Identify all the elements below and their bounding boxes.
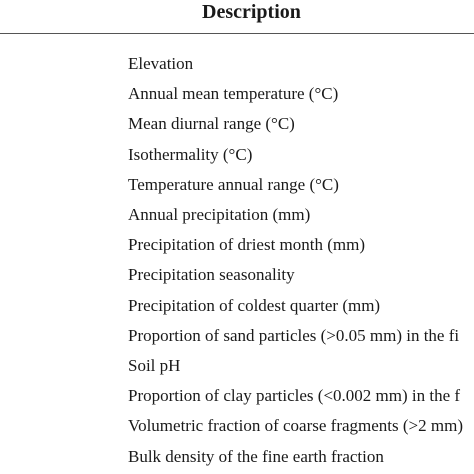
table-row bbox=[0, 80, 474, 110]
table-row bbox=[0, 141, 474, 171]
description-cell: Precipitation of coldest quarter (mm) bbox=[128, 295, 381, 315]
description-cell: Proportion of clay particles (<0.002 mm) in the f bbox=[128, 386, 461, 406]
table-row bbox=[0, 352, 474, 382]
table-row bbox=[0, 110, 474, 140]
header-rule bbox=[0, 33, 474, 34]
description-cell: Isothermality (°C) bbox=[128, 144, 253, 164]
table-row bbox=[0, 50, 474, 80]
description-cell: Mean diurnal range (°C) bbox=[128, 114, 295, 134]
description-cell: Temperature annual range (°C) bbox=[128, 174, 339, 194]
description-cell: Annual precipitation (mm) bbox=[128, 205, 311, 224]
table-row bbox=[0, 201, 474, 231]
table-row bbox=[0, 171, 474, 201]
table-row bbox=[0, 443, 474, 473]
description-cell: Precipitation seasonality bbox=[128, 265, 295, 285]
description-cell: Annual mean temperature (°C) bbox=[128, 84, 339, 104]
description-cell: Precipitation of driest month (mm) bbox=[128, 235, 366, 255]
table-row bbox=[0, 261, 474, 291]
description-cell: Volumetric fraction of coarse fragments (>2 mm) bbox=[128, 416, 463, 436]
table-row bbox=[0, 231, 474, 261]
table-row bbox=[0, 382, 474, 412]
description-cell: Bulk density of the fine earth fraction bbox=[128, 446, 384, 466]
table-row bbox=[0, 412, 474, 442]
description-cell: Proportion of sand particles (>0.05 mm) in the fi bbox=[128, 325, 460, 345]
description-cell: Elevation bbox=[128, 54, 194, 73]
table-header bbox=[0, 0, 474, 30]
table-row bbox=[0, 322, 474, 352]
description-cell: Soil pH bbox=[128, 356, 181, 375]
table-row bbox=[0, 292, 474, 322]
column-header-description: Description bbox=[202, 1, 301, 23]
